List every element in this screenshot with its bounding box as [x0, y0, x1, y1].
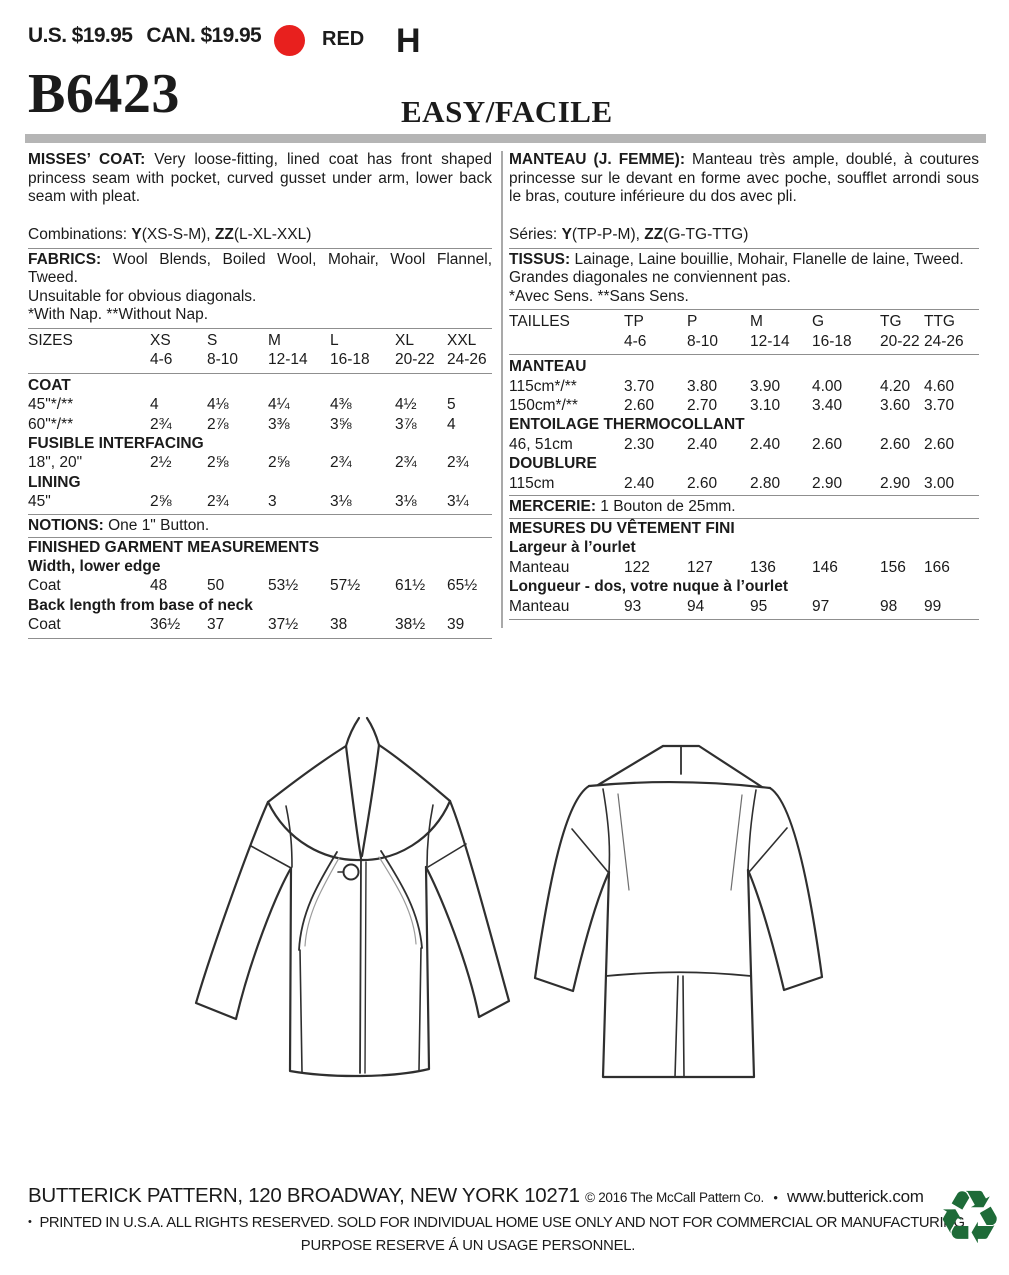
- table-row: 115cm 2.40 2.60 2.80 2.90 2.90 3.00: [509, 474, 955, 492]
- unsuitable-note-fr: Grandes diagonales ne conviennent pas.: [509, 269, 791, 287]
- table-row: Manteau 122 127 136 146 156 166: [509, 558, 950, 576]
- footer-address-line: BUTTERICK PATTERN, 120 BROADWAY, NEW YORK 10271 © 2016 The McCall Pattern Co. • www.butterick.com: [28, 1184, 924, 1207]
- table-row: 18", 20" 2½ 2⅝ 2⅝ 2¾ 2¾ 2¾: [28, 454, 469, 472]
- table-row: 45" 2⅝ 2¾ 3 3⅛ 3⅛ 3¼: [28, 493, 469, 511]
- section-title: FUSIBLE INTERFACING: [28, 435, 204, 452]
- back-length-label-fr: Longueur - dos, votre nuque à l’ourlet: [509, 578, 789, 596]
- table-subheader-row: 4-6 8-10 12-14 16-18 20-22 24-26: [624, 332, 964, 350]
- rule: [509, 354, 979, 355]
- footer: [28, 1182, 965, 1257]
- section-title: MANTEAU: [509, 358, 587, 376]
- fabrics-fr: TISSUS: Lainage, Laine bouillie, Mohair, Flanelle de laine, Tweed.: [509, 250, 964, 268]
- yardage-table-fr: [509, 312, 979, 493]
- difficulty-label: EASY/FACILE: [401, 94, 613, 129]
- footer-website: www.butterick.com: [787, 1187, 924, 1206]
- nap-note-fr: *Avec Sens. **Sans Sens.: [509, 287, 689, 305]
- description-label-en: MISSES’ COAT:: [28, 151, 146, 168]
- price-can: CAN. $19.95: [146, 24, 262, 47]
- price-bar: [28, 22, 421, 60]
- bullet-icon: •: [773, 1190, 778, 1205]
- table-subheader-row: 4-6 8-10 12-14 16-18 20-22 24-26: [150, 351, 487, 369]
- description-label-fr: MANTEAU (J. FEMME):: [509, 151, 685, 168]
- combinations-fr: Séries: Y(TP-P-M), ZZ(G-TG-TTG): [509, 226, 749, 243]
- bullet-icon: •: [28, 1216, 32, 1228]
- table-row: 115cm*/** 3.70 3.80 3.90 4.00 4.20 4.60: [509, 377, 955, 395]
- rule: [28, 638, 492, 639]
- back-length-label-en: Back length from base of neck: [28, 596, 253, 614]
- title-divider-bar: [25, 134, 986, 143]
- section-title: LINING: [28, 473, 81, 491]
- table-row: 45"*/** 4 4⅛ 4¼ 4⅜ 4½ 5: [28, 396, 456, 414]
- width-label-fr: Largeur à l’ourlet: [509, 539, 636, 557]
- footer-rights-line: • PRINTED IN U.S.A. ALL RIGHTS RESERVED. SOLD FOR INDIVIDUAL HOME USE ONLY AND NOT FOR COMMERCIAL OR MANUFACTURING: [28, 1215, 965, 1231]
- table-row: 60"*/** 2¾ 2⅞ 3⅜ 3⅝ 3⅞ 4: [28, 415, 456, 433]
- fabrics-en: FABRICS: Wool Blends, Boiled Wool, Mohair, Wool Flannel, Tweed.: [28, 250, 492, 287]
- table-header-row: SIZES XS S M L XL XXL: [28, 331, 477, 349]
- combinations-en: Combinations: Y(XS-S-M), ZZ(L-XL-XXL): [28, 226, 312, 243]
- pattern-number: B6423: [28, 63, 180, 125]
- price-us: U.S. $19.95: [28, 24, 133, 47]
- width-label-en: Width, lower edge: [28, 558, 161, 576]
- english-column: [28, 151, 492, 639]
- table-header-row: TAILLES TP P M G TG TTG: [509, 313, 955, 331]
- section-title: DOUBLURE: [509, 455, 597, 473]
- column-divider: [501, 151, 503, 628]
- unsuitable-note-en: Unsuitable for obvious diagonals.: [28, 287, 257, 305]
- coat-back-view: [535, 746, 822, 1077]
- rule: [509, 248, 979, 249]
- finished-title-fr: MESURES DU VÊTEMENT FINI: [509, 520, 735, 538]
- rule: [28, 248, 492, 249]
- coat-front-view: [196, 718, 509, 1076]
- footer-usage-line: PURPOSE RESERVE Á UN USAGE PERSONNEL.: [300, 1238, 636, 1254]
- color-name-label: RED: [322, 28, 365, 50]
- description-en: MISSES’ COAT: Very loose-fitting, lined coat has front shaped princess seam with pocket, curved gusset under arm, lower back seam with pleat.: [28, 151, 492, 206]
- notions-fr: MERCERIE: 1 Bouton de 25mm.: [509, 495, 979, 519]
- table-row: 46, 51cm 2.30 2.40 2.40 2.60 2.60 2.60: [509, 435, 955, 453]
- rule: [509, 309, 979, 310]
- description-fr: MANTEAU (J. FEMME): Manteau très ample, doublé, à coutures princesse sur le devant en forme avec poche, soufflet arrondi sous le bras, couture inférieure du dos avec pli.: [509, 151, 979, 206]
- rule: [509, 619, 979, 620]
- finished-title-en: FINISHED GARMENT MEASUREMENTS: [28, 538, 320, 556]
- cut-letter: H: [396, 22, 421, 60]
- table-row: Coat 48 50 53½ 57½ 61½ 65½: [28, 577, 478, 595]
- notions-en: NOTIONS: One 1" Button.: [28, 514, 492, 538]
- nap-note-en: *With Nap. **Without Nap.: [28, 306, 209, 324]
- coat-technical-drawings: [0, 700, 1009, 1170]
- table-row: Manteau 93 94 95 97 98 99: [509, 597, 942, 615]
- rule: [28, 328, 492, 329]
- red-dot-icon: [274, 25, 305, 56]
- table-row: 150cm*/** 2.60 2.70 3.10 3.40 3.60 3.70: [509, 397, 955, 414]
- table-row: Coat 36½ 37 37½ 38 38½ 39: [28, 616, 465, 634]
- price-line: [28, 24, 275, 48]
- text-columns: [28, 151, 985, 639]
- section-title: ENTOILAGE THERMOCOLLANT: [509, 416, 745, 434]
- section-title: COAT: [28, 376, 71, 394]
- recycle-icon: ♻: [936, 1176, 1003, 1259]
- french-column: [509, 151, 979, 639]
- rule: [28, 373, 492, 374]
- yardage-table-en: [28, 331, 492, 512]
